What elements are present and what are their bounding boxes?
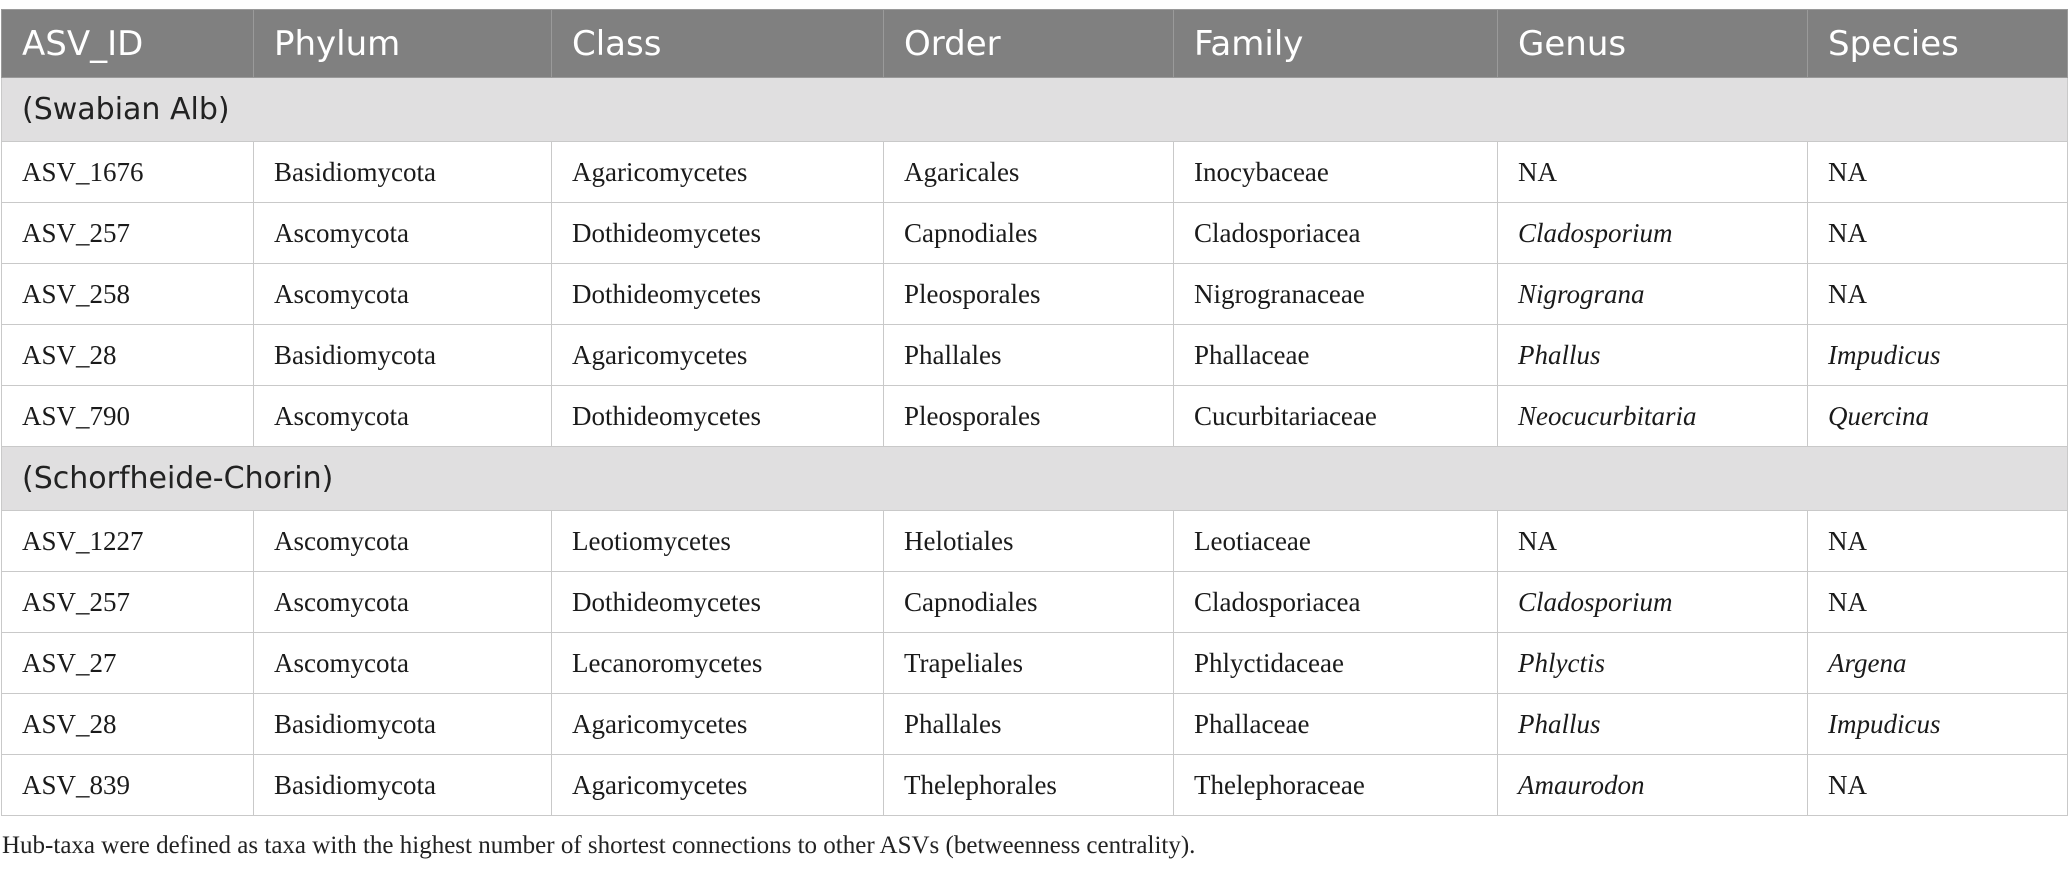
cell-species: Argena (1808, 633, 2068, 694)
table-row (2, 755, 2068, 816)
cell-family: Cucurbitariaceae (1174, 386, 1498, 447)
cell-phylum: Ascomycota (254, 633, 552, 694)
cell-order: Phallales (884, 694, 1174, 755)
cell-class: Leotiomycetes (552, 511, 884, 572)
cell-order: Pleosporales (884, 264, 1174, 325)
cell-phylum: Basidiomycota (254, 142, 552, 203)
cell-phylum: Ascomycota (254, 386, 552, 447)
table-footnote: Hub-taxa were defined as taxa with the highest number of shortest connections to other ASVs (betweenness centrality). (2, 832, 1196, 859)
cell-genus: Amaurodon (1498, 755, 1808, 816)
cell-phylum: Basidiomycota (254, 755, 552, 816)
group-label: (Swabian Alb) (2, 78, 2068, 142)
cell-phylum: Basidiomycota (254, 325, 552, 386)
cell-class: Dothideomycetes (552, 572, 884, 633)
cell-asv-id: ASV_27 (2, 633, 254, 694)
group-row-schorfheide-chorin (2, 447, 2068, 511)
cell-asv-id: ASV_28 (2, 325, 254, 386)
cell-genus: NA (1498, 142, 1808, 203)
cell-genus: Phallus (1498, 325, 1808, 386)
cell-class: Agaricomycetes (552, 142, 884, 203)
column-header-phylum: Phylum (254, 10, 552, 78)
cell-phylum: Ascomycota (254, 203, 552, 264)
cell-family: Cladosporiacea (1174, 572, 1498, 633)
cell-order: Thelephorales (884, 755, 1174, 816)
column-header-class: Class (552, 10, 884, 78)
column-header-order: Order (884, 10, 1174, 78)
cell-order: Capnodiales (884, 203, 1174, 264)
cell-phylum: Ascomycota (254, 511, 552, 572)
cell-class: Dothideomycetes (552, 386, 884, 447)
hub-taxa-table (1, 9, 2068, 816)
cell-asv-id: ASV_790 (2, 386, 254, 447)
cell-genus: Cladosporium (1498, 203, 1808, 264)
table-row (2, 694, 2068, 755)
cell-family: Phallaceae (1174, 325, 1498, 386)
cell-family: Cladosporiacea (1174, 203, 1498, 264)
cell-species: NA (1808, 203, 2068, 264)
cell-class: Dothideomycetes (552, 264, 884, 325)
table-row (2, 633, 2068, 694)
cell-phylum: Ascomycota (254, 572, 552, 633)
cell-family: Leotiaceae (1174, 511, 1498, 572)
group-label: (Schorfheide-Chorin) (2, 447, 2068, 511)
cell-family: Nigrogranaceae (1174, 264, 1498, 325)
table-row (2, 203, 2068, 264)
cell-order: Helotiales (884, 511, 1174, 572)
table-row (2, 572, 2068, 633)
cell-order: Trapeliales (884, 633, 1174, 694)
cell-order: Phallales (884, 325, 1174, 386)
cell-class: Agaricomycetes (552, 755, 884, 816)
cell-species: NA (1808, 264, 2068, 325)
cell-species: Quercina (1808, 386, 2068, 447)
cell-asv-id: ASV_1227 (2, 511, 254, 572)
cell-species: NA (1808, 142, 2068, 203)
table-row (2, 386, 2068, 447)
table-row (2, 264, 2068, 325)
cell-asv-id: ASV_839 (2, 755, 254, 816)
table-row (2, 511, 2068, 572)
column-header-species: Species (1808, 10, 2068, 78)
table-row (2, 325, 2068, 386)
cell-class: Agaricomycetes (552, 694, 884, 755)
cell-phylum: Basidiomycota (254, 694, 552, 755)
cell-family: Phallaceae (1174, 694, 1498, 755)
cell-asv-id: ASV_1676 (2, 142, 254, 203)
cell-genus: Nigrograna (1498, 264, 1808, 325)
cell-species: Impudicus (1808, 325, 2068, 386)
cell-genus: Neocucurbitaria (1498, 386, 1808, 447)
cell-order: Agaricales (884, 142, 1174, 203)
column-header-family: Family (1174, 10, 1498, 78)
cell-family: Phlyctidaceae (1174, 633, 1498, 694)
column-header-genus: Genus (1498, 10, 1808, 78)
cell-genus: Phallus (1498, 694, 1808, 755)
cell-asv-id: ASV_257 (2, 203, 254, 264)
cell-class: Lecanoromycetes (552, 633, 884, 694)
cell-family: Inocybaceae (1174, 142, 1498, 203)
cell-asv-id: ASV_28 (2, 694, 254, 755)
cell-species: Impudicus (1808, 694, 2068, 755)
cell-order: Capnodiales (884, 572, 1174, 633)
header-row (2, 10, 2068, 78)
cell-species: NA (1808, 572, 2068, 633)
cell-genus: Cladosporium (1498, 572, 1808, 633)
cell-species: NA (1808, 511, 2068, 572)
cell-order: Pleosporales (884, 386, 1174, 447)
cell-phylum: Ascomycota (254, 264, 552, 325)
cell-family: Thelephoraceae (1174, 755, 1498, 816)
cell-asv-id: ASV_257 (2, 572, 254, 633)
table-row (2, 142, 2068, 203)
group-row-swabian-alb (2, 78, 2068, 142)
cell-class: Agaricomycetes (552, 325, 884, 386)
cell-asv-id: ASV_258 (2, 264, 254, 325)
cell-genus: NA (1498, 511, 1808, 572)
cell-class: Dothideomycetes (552, 203, 884, 264)
cell-species: NA (1808, 755, 2068, 816)
cell-genus: Phlyctis (1498, 633, 1808, 694)
column-header-asv-id: ASV_ID (2, 10, 254, 78)
